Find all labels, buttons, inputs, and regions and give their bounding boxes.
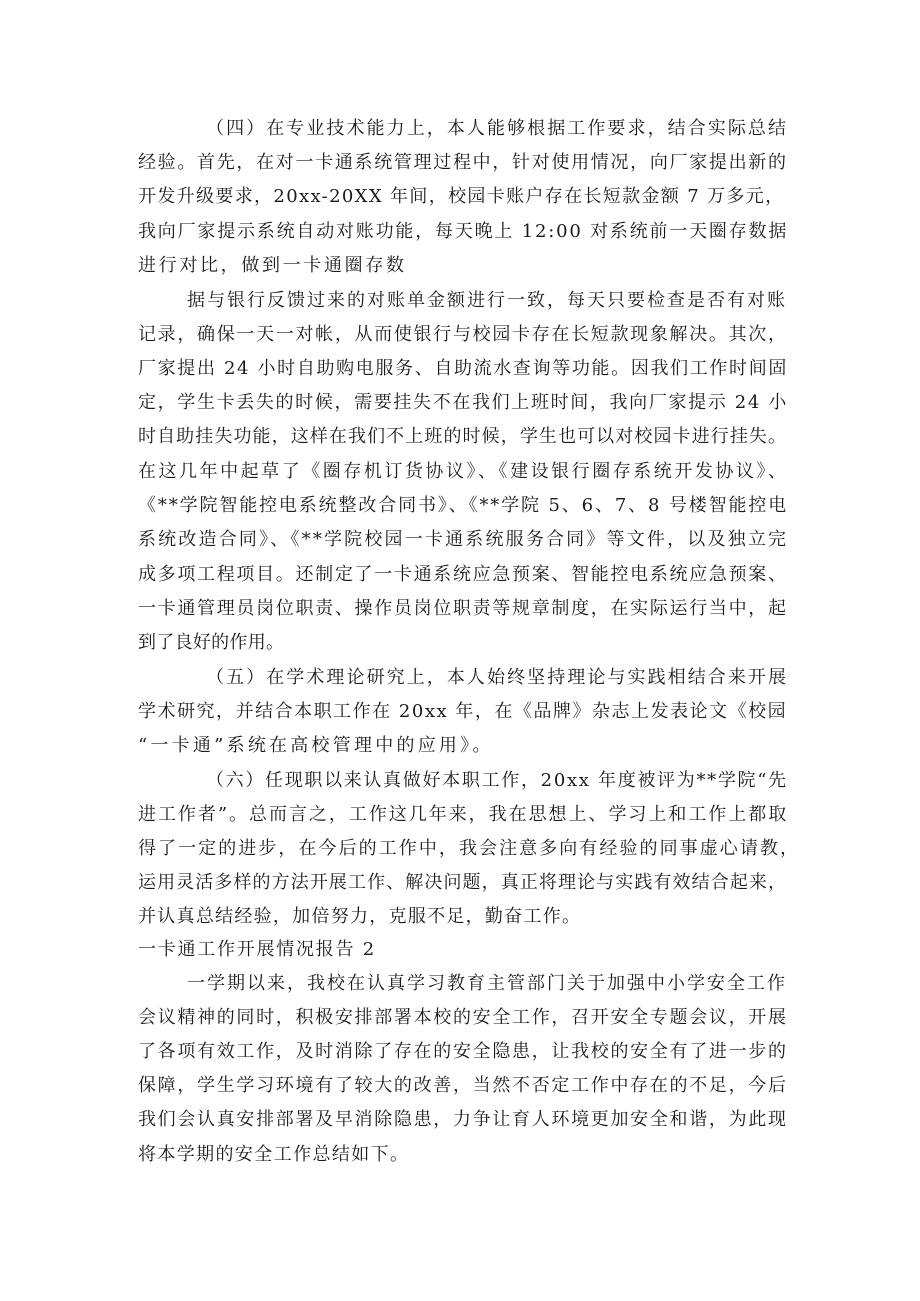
text-line: 会议精神的同时，积极安排部署本校的安全工作，召开安全专题会议，开展 bbox=[138, 1007, 788, 1028]
text-line: 将本学期的安全工作总结如下。 bbox=[138, 1144, 410, 1165]
text-line: 经验。首先，在对一卡通系统管理过程中，针对使用情况，向厂家提出新的 bbox=[138, 152, 788, 173]
text-line: 到了良好的作用。 bbox=[138, 632, 285, 653]
text-line: （五）在学术理论研究上，本人始终坚持理论与实践相结合来开展 bbox=[206, 667, 789, 688]
text-line: 并认真总结经验，加倍努力，克服不足，勤奋工作。 bbox=[138, 906, 582, 927]
text-line: 成多项工程项目。还制定了一卡通系统应急预案、智能控电系统应急预案、 bbox=[138, 564, 788, 585]
text-line: （六）任现职以来认真做好本职工作，20xx 年度被评为**学院“先 bbox=[206, 770, 788, 791]
text-line: 进行对比，做到一卡通圈存数 bbox=[138, 255, 407, 276]
text-line: 学术研究，并结合本职工作在 20xx 年，在《品牌》杂志上发表论文《校园 bbox=[138, 701, 788, 722]
text-line: 在这几年中起草了《圈存机订货协议》、《建设银行圈存系统开发协议》、 bbox=[138, 461, 789, 482]
text-line: 一学期以来，我校在认真学习教育主管部门关于加强中小学安全工作 bbox=[187, 973, 787, 994]
text-line: 我向厂家提示系统自动对账功能，每天晚上 12:00 对系统前一天圈存数据 bbox=[138, 221, 789, 242]
text-line: （四）在专业技术能力上，本人能够根据工作要求，结合实际总结 bbox=[206, 118, 789, 139]
text-line: 《**学院智能控电系统整改合同书》、《**学院 5、6、7、8 号楼智能控电 bbox=[138, 495, 789, 516]
text-line: 我们会认真安排部署及早消除隐患，力争让育人环境更加安全和谐，为此现 bbox=[138, 1109, 788, 1130]
text-line: 了各项有效工作，及时消除了存在的安全隐患，让我校的安全有了进一步的 bbox=[138, 1041, 788, 1062]
text-line: 厂家提出 24 小时自助购电服务、自助流水查询等功能。因我们工作时间固 bbox=[138, 358, 788, 379]
text-line: 保障，学生学习环境有了较大的改善，当然不否定工作中存在的不足，今后 bbox=[138, 1075, 788, 1096]
report-heading: 一卡通工作开展情况报告 2 bbox=[138, 939, 376, 960]
text-line: 得了一定的进步，在今后的工作中，我会注意多向有经验的同事虚心请教， bbox=[138, 838, 801, 859]
text-line: 记录，确保一天一对帐，从而使银行与校园卡存在长短款现象解决。其次， bbox=[138, 324, 788, 345]
text-line: 时自助挂失功能，这样在我们不上班的时候，学生也可以对校园卡进行挂失。 bbox=[138, 426, 788, 447]
text-line: 据与银行反馈过来的对账单金额进行一致，每天只要检查是否有对账 bbox=[187, 290, 787, 311]
text-line: “一卡通”系统在高校管理中的应用》。 bbox=[138, 735, 494, 756]
text-line: 运用灵活多样的方法开展工作、解决问题，真正将理论与实践有效结合起来， bbox=[138, 872, 788, 893]
text-line: 一卡通管理员岗位职责、操作员岗位职责等规章制度，在实际运行当中，起 bbox=[138, 598, 788, 619]
text-line: 进工作者”。总而言之，工作这几年来，我在思想上、学习上和工作上都取 bbox=[138, 804, 789, 825]
text-line: 定，学生卡丢失的时候，需要挂失不在我们上班时间，我向厂家提示 24 小 bbox=[138, 392, 788, 413]
text-line: 系统改造合同》、《**学院校园一卡通系统服务合同》等文件，以及独立完 bbox=[138, 529, 789, 550]
text-line: 开发升级要求，20xx-20XX 年间，校园卡账户存在长短款金额 7 万多元， bbox=[138, 186, 785, 207]
